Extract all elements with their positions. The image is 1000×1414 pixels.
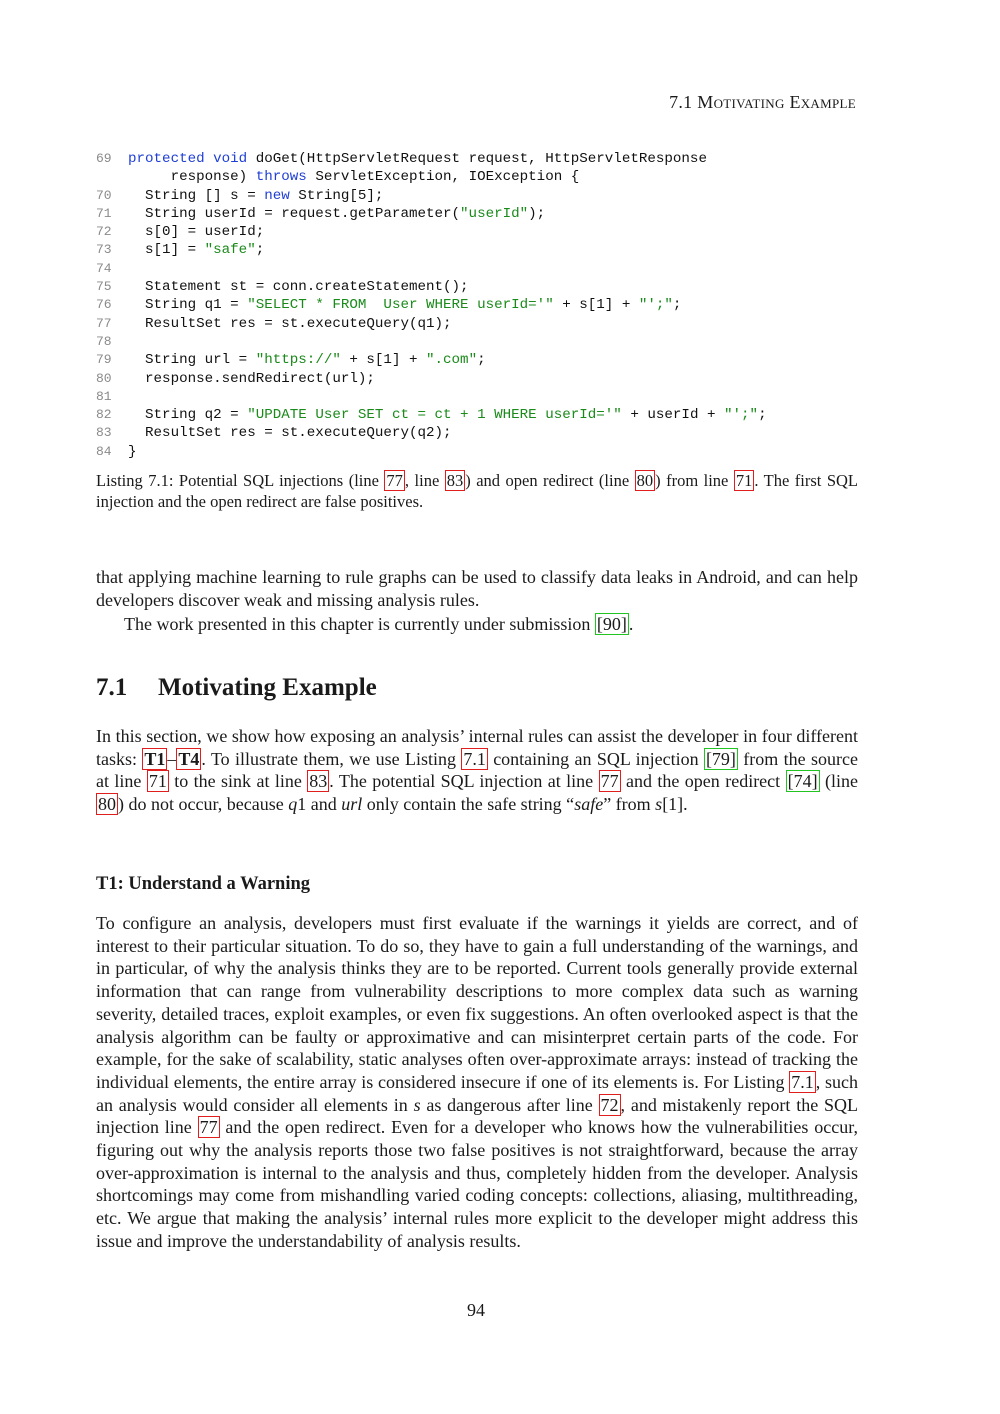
paragraph-text: and the open redirect xyxy=(620,771,786,792)
line-ref-link[interactable]: 77 xyxy=(600,771,619,792)
intro-paragraph: that applying machine learning to rule graphs can be used to classify data leaks in Android, and can help developers discover weak and missing analysis rules. xyxy=(96,567,858,610)
code-keyword: new xyxy=(264,187,290,204)
code-token: String url = xyxy=(128,352,256,369)
code-token: doGet(HttpServletRequest request, HttpServletResponse xyxy=(247,151,707,167)
submission-paragraph xyxy=(96,613,858,636)
code-line xyxy=(96,388,866,406)
line-number: 76 xyxy=(96,297,112,313)
code-token: + userId + xyxy=(621,407,724,424)
code-line xyxy=(96,223,866,241)
code-text xyxy=(128,443,137,461)
math-variable: safe xyxy=(574,794,604,815)
task-ref-link[interactable] xyxy=(142,748,167,770)
code-token: String [] s = xyxy=(128,187,265,204)
line-ref-link[interactable]: 77 xyxy=(199,1117,218,1138)
line-ref-link[interactable]: 77 xyxy=(386,471,403,490)
line-number: 83 xyxy=(96,425,112,441)
line-number: 80 xyxy=(96,370,112,386)
code-line xyxy=(96,296,866,314)
paragraph-text: In this section, we show how exposing an analysis’ internal rules can assist the developer in four different tasks: xyxy=(96,726,858,769)
code-string: "SELECT * FROM User WHERE userId='" xyxy=(247,297,554,314)
code-text xyxy=(128,150,707,168)
caption-text: . The first SQL injection and the open redirect are false positives. xyxy=(96,471,859,511)
code-text xyxy=(128,223,264,241)
line-ref-link[interactable]: 83 xyxy=(309,771,328,792)
paragraph-text: – xyxy=(167,748,177,769)
citation-link[interactable]: [90] xyxy=(596,614,627,634)
subsection-heading: T1: Understand a Warning xyxy=(96,874,310,894)
code-line xyxy=(96,406,866,424)
code-token: ResultSet res = st.executeQuery(q2); xyxy=(128,425,452,442)
citation-link[interactable]: [79] xyxy=(705,748,736,769)
line-number: 78 xyxy=(96,333,112,349)
listing-ref-link[interactable]: 7.1 xyxy=(463,748,486,769)
code-line xyxy=(96,424,866,442)
line-number: 70 xyxy=(96,187,112,203)
code-token: ServletException, IOException { xyxy=(306,169,580,186)
line-ref-link[interactable]: 83 xyxy=(446,471,464,490)
paragraph-text: , and mistakenly report the SQL injection line xyxy=(96,1094,858,1138)
caption-text: ) from line xyxy=(655,471,734,490)
code-token: s[0] = userId; xyxy=(128,224,265,241)
task-ref-link[interactable] xyxy=(176,748,201,770)
section-number: 7.1 xyxy=(96,674,128,701)
header-section-number: 7.1 xyxy=(669,92,693,112)
paragraph-text: [1]. xyxy=(662,794,688,815)
code-string: ".com" xyxy=(426,352,478,369)
code-line xyxy=(96,187,866,205)
math-variable: s xyxy=(413,1094,421,1115)
code-token: String q1 = xyxy=(128,297,248,314)
paragraph-text: from the source at line xyxy=(96,748,858,792)
section-heading xyxy=(96,674,377,702)
code-string: "UPDATE User SET ct = ct + 1 WHERE userId='" xyxy=(247,407,622,424)
code-token: String[5]; xyxy=(289,187,384,204)
line-number xyxy=(96,168,128,186)
math-variable: url xyxy=(341,794,363,815)
code-line xyxy=(96,443,866,461)
code-text xyxy=(128,241,264,259)
running-header xyxy=(96,92,856,113)
paragraph-text: ” from xyxy=(603,794,656,815)
code-token: } xyxy=(128,443,137,460)
math-variable: s xyxy=(655,794,663,815)
line-number: 81 xyxy=(96,388,112,404)
line-number: 75 xyxy=(96,279,112,295)
code-line xyxy=(96,205,866,223)
code-string: "safe" xyxy=(204,242,256,259)
paragraph-text: to the sink at line xyxy=(168,771,308,792)
code-text xyxy=(128,187,383,205)
section-paragraph xyxy=(96,725,858,816)
line-number: 84 xyxy=(96,443,112,459)
task-label: T1 xyxy=(144,748,166,769)
paragraph-text: and the open redirect. Even for a developer who knows how the vulnerabilities occur, figuring out why the analysis reports those two false positives is not straightforward, because the array over-approximation is internal to the analysis and thus, completely hidden from the developer. Analysis shortcomings may come from mishandling varied coding concepts: collections, aliasing, multithreading, etc. We argue that making the analysis’ internal rules more explicit to the developer might address this issue and improve the understandability of analysis results. xyxy=(96,1117,858,1251)
code-token: ; xyxy=(477,352,486,369)
paragraph-text: . xyxy=(628,614,634,634)
citation-link[interactable]: [74] xyxy=(787,771,818,792)
paragraph-text: only contain the safe string “ xyxy=(362,794,575,815)
caption-text: ) and open redirect (line xyxy=(465,471,635,490)
code-token: String q2 = xyxy=(128,407,248,424)
listing-ref-link[interactable]: 7.1 xyxy=(791,1071,814,1092)
math-variable: q xyxy=(288,794,298,815)
paragraph-text: and xyxy=(306,794,342,815)
code-token: s[1] = xyxy=(128,242,205,259)
line-number: 71 xyxy=(96,205,112,221)
math-subscript: 1 xyxy=(297,794,307,815)
code-token: ResultSet res = st.executeQuery(q1); xyxy=(128,315,452,332)
line-number: 72 xyxy=(96,224,112,240)
code-token: ); xyxy=(528,205,546,222)
code-text xyxy=(128,370,375,388)
caption-text: Listing 7.1: Potential SQL injections (line xyxy=(96,471,385,490)
code-line xyxy=(96,150,866,168)
paragraph-text: as dangerous after line xyxy=(420,1094,599,1115)
code-text xyxy=(128,424,452,442)
code-string: "';" xyxy=(638,297,673,314)
code-keyword: protected void xyxy=(128,151,248,167)
code-token: Statement st = conn.createStatement(); xyxy=(128,279,469,296)
paragraph-text: The work presented in this chapter is currently under submission xyxy=(124,614,595,634)
paragraph-text: (line xyxy=(819,771,858,792)
code-token: ; xyxy=(672,297,682,314)
code-string: "';" xyxy=(724,407,759,424)
code-line xyxy=(96,370,866,388)
paragraph-text: . The potential SQL injection at line xyxy=(329,771,599,792)
code-listing xyxy=(96,150,866,461)
code-text xyxy=(128,315,452,333)
code-text xyxy=(128,205,545,223)
code-text xyxy=(128,351,486,369)
line-number: 69 xyxy=(96,151,112,166)
task-label: T4 xyxy=(178,748,200,769)
code-token: + s[1] + xyxy=(340,352,426,369)
code-line xyxy=(96,260,866,278)
paragraph-text: To configure an analysis, developers must first evaluate if the warnings it yields are correct, and of interest to their particular situation. To do so, they have to gain a full understanding of the warnings, and in particular, of why the analysis thinks they are to be reported. Current tools generally provide external information that can range from vulnerability descriptions to more complex data such as warning severity, detailed traces, exploit examples, or even fix suggestions. An often overlooked aspect is that the analysis algorithm can be faulty or approximative and can misinterpret certain parts of the code. For example, for the sake of scalability, static analyses often over-approximate arrays: instead of tracking the individual elements, the entire array is considered insecure if one of its elements is. For Listing xyxy=(96,913,858,1092)
paragraph-text: . To illustrate them, we use Listing xyxy=(201,748,462,769)
line-ref-link[interactable]: 80 xyxy=(98,794,116,815)
code-line xyxy=(96,241,866,259)
listing-caption xyxy=(96,470,858,512)
code-token: + s[1] + xyxy=(553,297,639,314)
line-number: 74 xyxy=(96,260,112,276)
code-line xyxy=(96,333,866,351)
line-number: 79 xyxy=(96,352,112,368)
code-token: String userId = request.getParameter( xyxy=(128,205,461,222)
paragraph-text: , such an analysis would consider all elements in xyxy=(96,1071,858,1115)
line-ref-link[interactable]: 71 xyxy=(735,471,753,490)
code-token: ; xyxy=(758,407,767,424)
line-ref-link[interactable]: 80 xyxy=(636,471,654,490)
code-text xyxy=(128,296,681,314)
code-string: "https://" xyxy=(255,352,341,369)
line-number: 82 xyxy=(96,407,112,423)
code-token: response) xyxy=(128,169,256,186)
code-token: response.sendRedirect(url); xyxy=(128,370,375,387)
paragraph-text: containing an SQL injection xyxy=(487,748,704,769)
line-number: 73 xyxy=(96,242,112,258)
code-line xyxy=(96,351,866,369)
code-token: ; xyxy=(255,242,265,259)
code-string: "userId" xyxy=(460,205,529,222)
line-ref-link[interactable]: 71 xyxy=(148,771,167,792)
paragraph-text: ) do not occur, because xyxy=(118,794,289,815)
code-keyword: throws xyxy=(255,169,307,186)
line-ref-link[interactable]: 72 xyxy=(600,1094,619,1115)
code-line xyxy=(96,315,866,333)
code-text xyxy=(128,278,469,296)
code-line xyxy=(96,168,866,186)
section-title: Motivating Example xyxy=(158,674,377,701)
code-text xyxy=(128,168,579,186)
caption-text: , line xyxy=(404,471,445,490)
code-line xyxy=(96,278,866,296)
header-section-title: Motivating Example xyxy=(697,92,856,112)
page-number: 94 xyxy=(467,1300,485,1320)
t1-paragraph xyxy=(96,912,858,1253)
code-text xyxy=(128,406,767,424)
line-number: 77 xyxy=(96,315,112,331)
